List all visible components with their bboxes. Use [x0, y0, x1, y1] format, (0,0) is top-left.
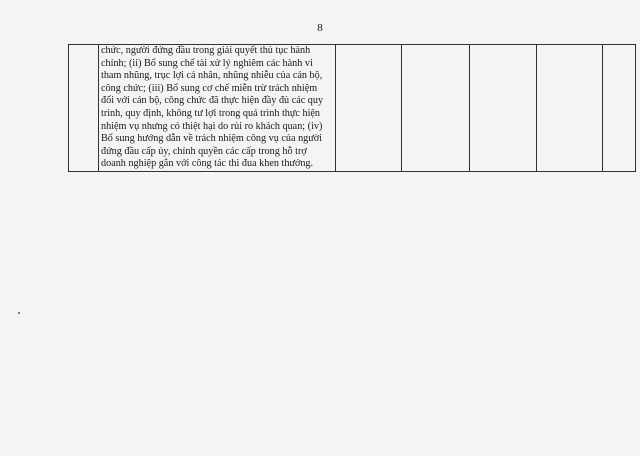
table-row [69, 45, 636, 172]
content-line-8: Bổ sung hướng dẫn về trách nhiệm công vụ của người [101, 133, 322, 145]
scan-speck [18, 312, 20, 314]
page-number: 8 [317, 22, 323, 34]
content-line-7: nhiệm vụ nhưng có thiệt hại do rủi ro khách quan; (iv) [101, 120, 323, 132]
content-line-3: tham nhũng, trục lợi cá nhân, nhũng nhiễu của cán bộ, [101, 70, 323, 82]
content-line-6: trình, quy định, không tư lợi trong quá trình thực hiện [101, 107, 321, 119]
table-cell-empty [402, 45, 470, 172]
content-table [68, 44, 636, 172]
table-cell-index [69, 45, 99, 172]
content-line-4: công chức; (iii) Bổ sung cơ chế miễn trừ trách nhiệm [101, 82, 318, 94]
content-line-9: đứng đầu cấp ủy, chính quyền các cấp trong hỗ trợ [101, 145, 307, 157]
content-line-1: chức, người đứng đầu trong giải quyết thủ tục hành [101, 45, 311, 56]
content-line-5: đối với cán bộ, công chức đã thực hiện đầy đủ các quy [101, 95, 324, 107]
table-cell-empty [603, 45, 636, 172]
table-cell-empty [336, 45, 402, 172]
table-cell-content [99, 45, 336, 172]
content-line-10: doanh nghiệp gắn với công tác thi đua khen thưởng. [101, 158, 314, 170]
table-cell-empty [470, 45, 537, 172]
content-line-2: chính; (ii) Bổ sung chế tài xử lý nghiêm các hành vi [101, 57, 313, 69]
table-cell-empty [537, 45, 603, 172]
